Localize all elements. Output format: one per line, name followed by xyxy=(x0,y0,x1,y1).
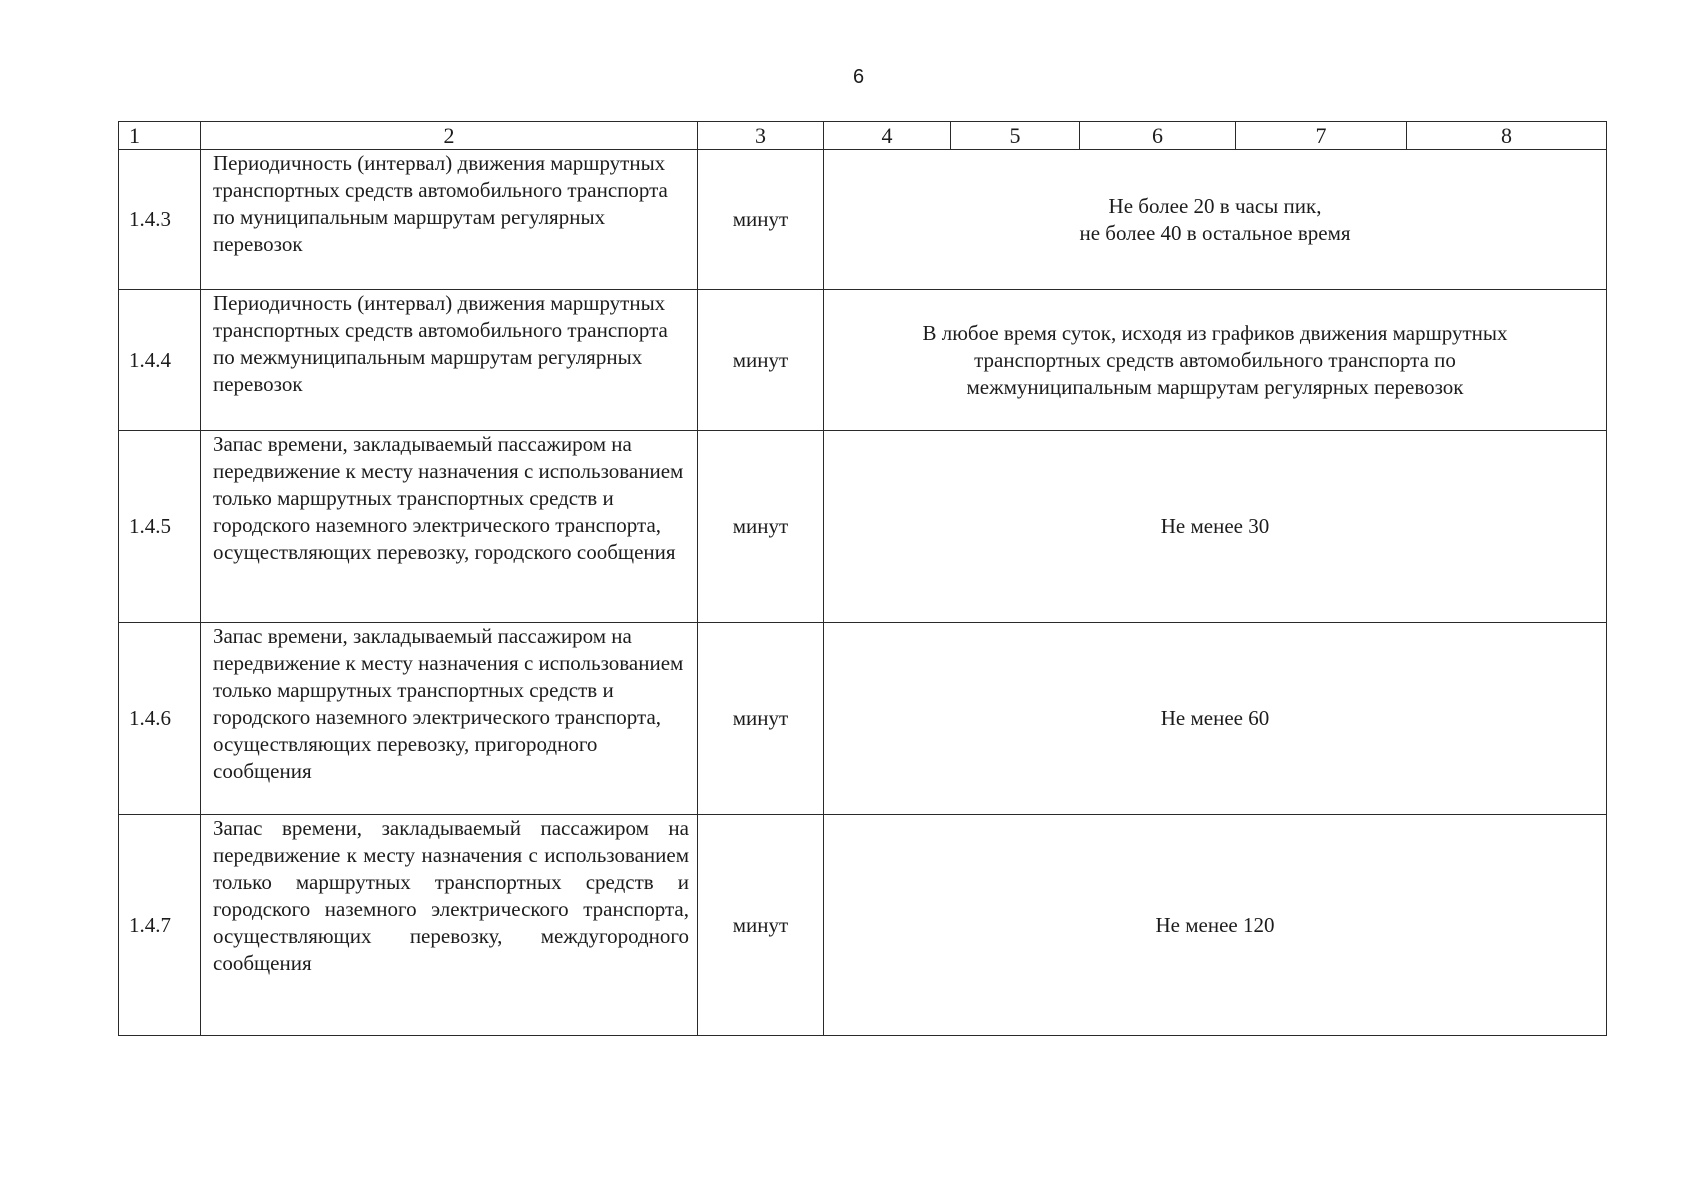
row-value-line: В любое время суток, исходя из графиков движения маршрутных xyxy=(922,320,1508,345)
table-row xyxy=(119,623,1607,815)
row-description: Запас времени, закладываемый пассажиром на передвижение к месту назначения с использованием только маршрутных транспортных средств и городского наземного электрического транспорта, осуществляющих перевозку, пригородного сообщения xyxy=(201,623,698,815)
row-value xyxy=(824,623,1607,815)
row-unit: минут xyxy=(698,623,824,815)
column-number-header: 3 xyxy=(698,122,824,150)
row-value-line: Не более 20 в часы пик, xyxy=(1108,193,1322,218)
row-value-line: межмуниципальным маршрутам регулярных перевозок xyxy=(966,374,1464,399)
row-value-line: не более 40 в остальное время xyxy=(1079,220,1351,245)
column-number-header: 5 xyxy=(951,122,1080,150)
row-value-line: Не менее 30 xyxy=(1160,514,1270,538)
column-number-header: 8 xyxy=(1407,122,1607,150)
row-value xyxy=(824,815,1607,1036)
row-unit: минут xyxy=(698,290,824,431)
table-row xyxy=(119,290,1607,431)
standards-table xyxy=(118,121,1607,1036)
row-id: 1.4.5 xyxy=(119,431,201,623)
row-id: 1.4.7 xyxy=(119,815,201,1036)
row-value-line: Не менее 60 xyxy=(1160,706,1270,730)
row-description: Запас времени, закладываемый пассажиром на передвижение к месту назначения с использованием только маршрутных транспортных средств и городского наземного электрического транспорта, осуществляющих перевозку, городского сообщения xyxy=(201,431,698,623)
row-value xyxy=(824,150,1607,290)
row-description: Запас времени, закладываемый пассажиром на передвижение к месту назначения с использованием только маршрутных транспортных средств и городского наземного электрического транспорта, осуществляющих перевозку, междугородного сообщения xyxy=(201,815,698,1036)
page-number: 6 xyxy=(852,66,865,88)
row-value-line: транспортных средств автомобильного транспорта по xyxy=(974,347,1456,372)
table-row xyxy=(119,815,1607,1036)
row-unit: минут xyxy=(698,815,824,1036)
column-number-header: 2 xyxy=(201,122,698,150)
row-value-line: Не менее 120 xyxy=(1155,912,1275,937)
row-unit: минут xyxy=(698,150,824,290)
table-row xyxy=(119,150,1607,290)
row-description: Периодичность (интервал) движения маршрутных транспортных средств автомобильного транспорта по муниципальным маршрутам регулярных перевозок xyxy=(201,150,698,290)
column-number-row xyxy=(119,122,1607,150)
column-number-header: 4 xyxy=(824,122,951,150)
row-value xyxy=(824,431,1607,623)
column-number-header: 1 xyxy=(119,122,201,150)
row-description: Периодичность (интервал) движения маршрутных транспортных средств автомобильного транспорта по межмуниципальным маршрутам регулярных перевозок xyxy=(201,290,698,431)
table-row xyxy=(119,431,1607,623)
column-number-header: 7 xyxy=(1236,122,1407,150)
row-id: 1.4.6 xyxy=(119,623,201,815)
row-value xyxy=(824,290,1607,431)
row-id: 1.4.4 xyxy=(119,290,201,431)
row-id: 1.4.3 xyxy=(119,150,201,290)
column-number-header: 6 xyxy=(1080,122,1236,150)
row-unit: минут xyxy=(698,431,824,623)
